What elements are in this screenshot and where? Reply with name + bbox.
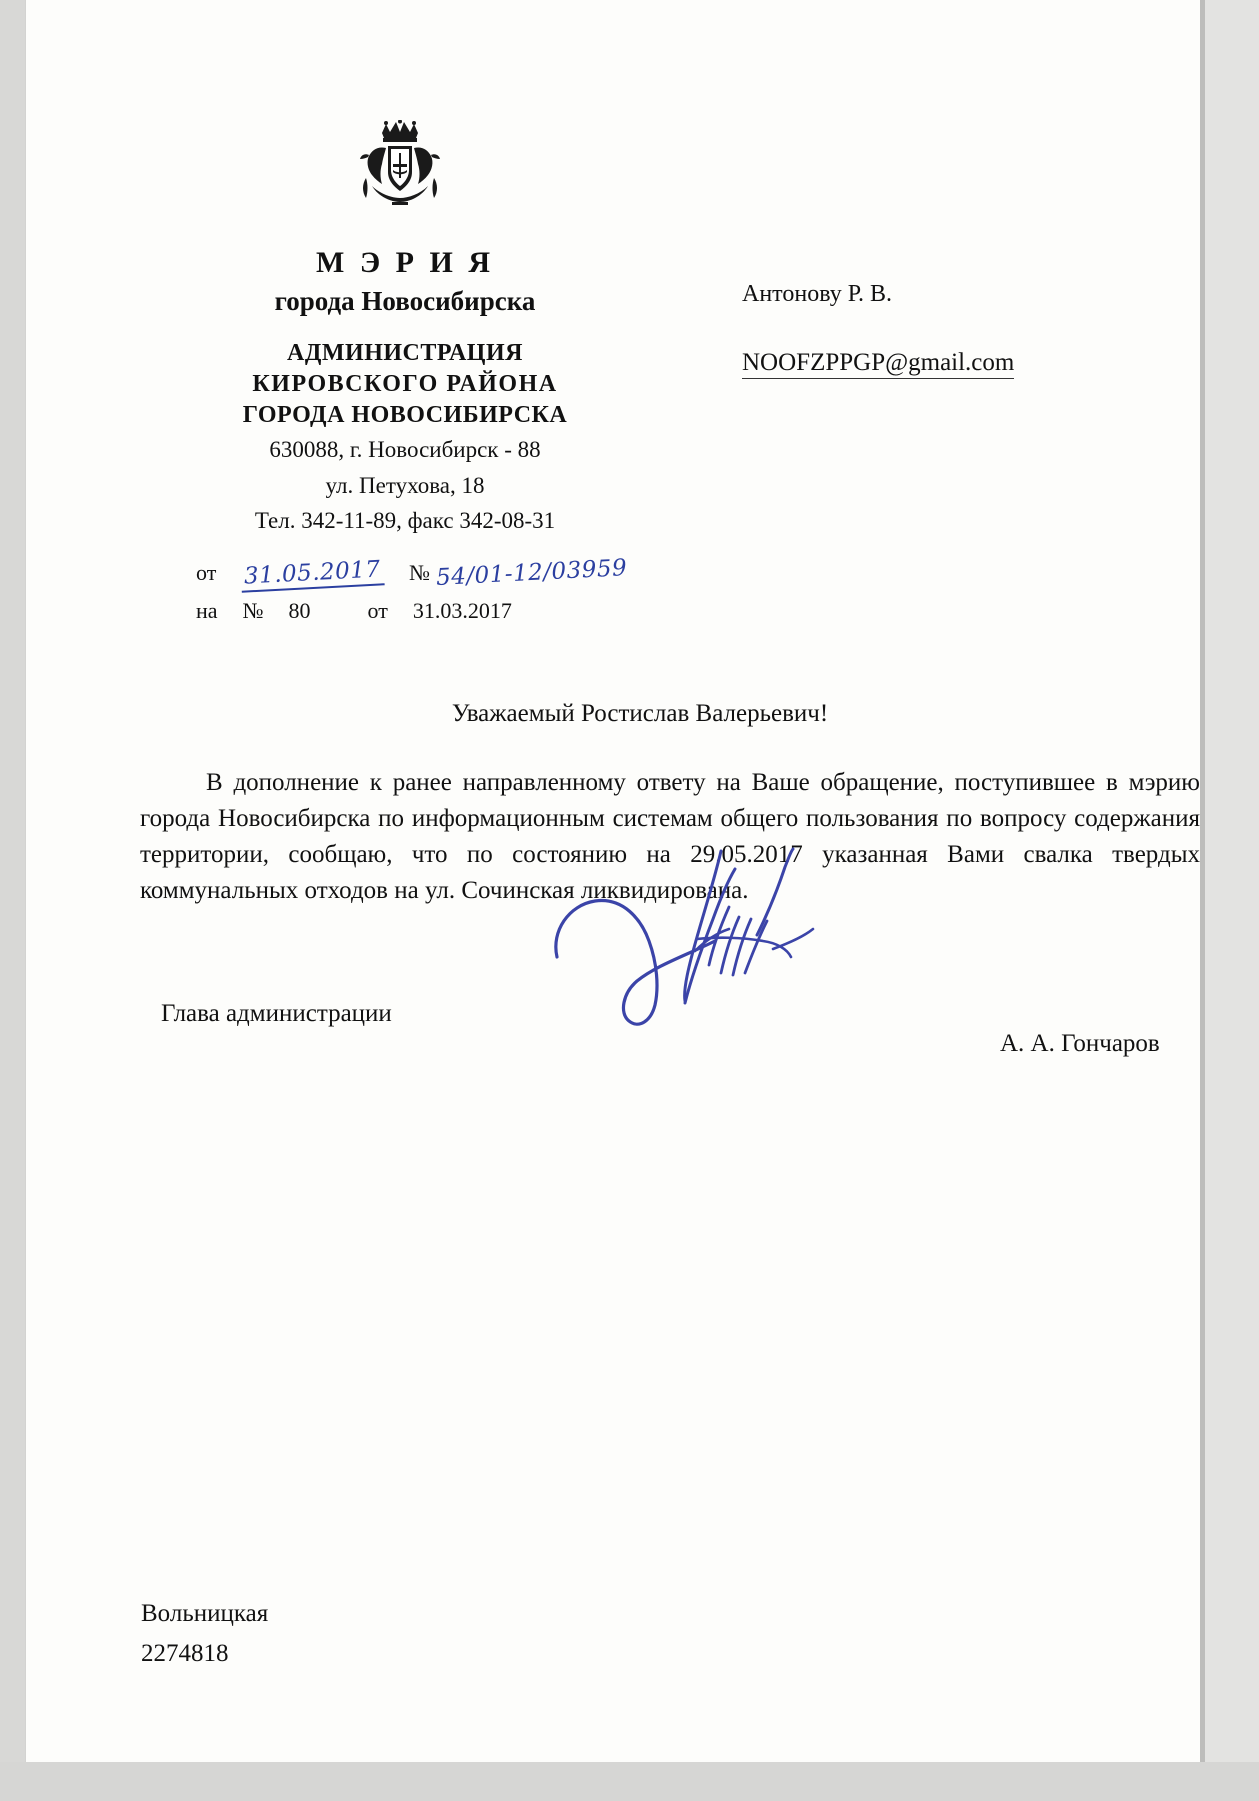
- letterhead-phone-line: Тел. 342-11-89, факс 342-08-31: [254, 508, 556, 533]
- incoming-label: на: [196, 598, 218, 623]
- outgoing-date-handwritten: 31.05.2017: [241, 556, 385, 592]
- executor-name: Вольницкая: [141, 1600, 269, 1627]
- letterhead-admin-line-1: АДМИНИСТРАЦИЯ: [287, 340, 523, 366]
- scan-edge-right: [1205, 0, 1259, 1801]
- scan-edge-bottom: [0, 1762, 1259, 1801]
- incoming-number: 80: [288, 598, 311, 623]
- letterhead-admin-line-2: КИРОВСКОГО РАЙОНА: [252, 371, 558, 397]
- incoming-reference-line: [196, 598, 512, 624]
- incoming-date: 31.03.2017: [412, 598, 512, 623]
- coat-of-arms-icon: [352, 120, 448, 210]
- signatory-name: А. А. Гончаров: [1000, 1030, 1160, 1057]
- number-sign: №: [409, 560, 431, 585]
- outgoing-number-handwritten: 54/01-12/03959: [434, 555, 628, 591]
- addressee-name: Антонову Р. В.: [742, 281, 893, 307]
- signatory-title: Глава администрации: [161, 1000, 392, 1027]
- letterhead-address-line-2: ул. Петухова, 18: [325, 473, 485, 498]
- executor-phone: 2274818: [141, 1640, 229, 1667]
- outgoing-label: от: [196, 560, 217, 585]
- incoming-number-sign: №: [242, 598, 264, 623]
- letterhead-admin-line-3: ГОРОДА НОВОСИБИРСКА: [242, 402, 568, 428]
- letterhead-meria: М Э Р И Я: [316, 246, 494, 279]
- outgoing-reference-line: [196, 555, 628, 591]
- scan-edge-left: [0, 0, 27, 1801]
- body-text: В дополнение к ранее направленному ответу на Ваше обращение, поступившее в мэрию города Новосибирска по информационным системам общего пользования по вопросу содержания территории, сообщаю, что по состоянию на 29.05.2017 указанная Вами свалка твердых коммунальных отходов на ул. Сочинская ликвидирована.: [140, 769, 1200, 904]
- letterhead-address-line-1: 630088, г. Новосибирск - 88: [269, 437, 541, 462]
- addressee-email: NOOFZPPGP@gmail.com: [742, 349, 1014, 379]
- letterhead-city: города Новосибирска: [274, 286, 536, 316]
- salutation: Уважаемый Ростислав Валерьевич!: [451, 700, 829, 727]
- incoming-date-label: от: [367, 598, 388, 623]
- reference-block: [196, 555, 666, 638]
